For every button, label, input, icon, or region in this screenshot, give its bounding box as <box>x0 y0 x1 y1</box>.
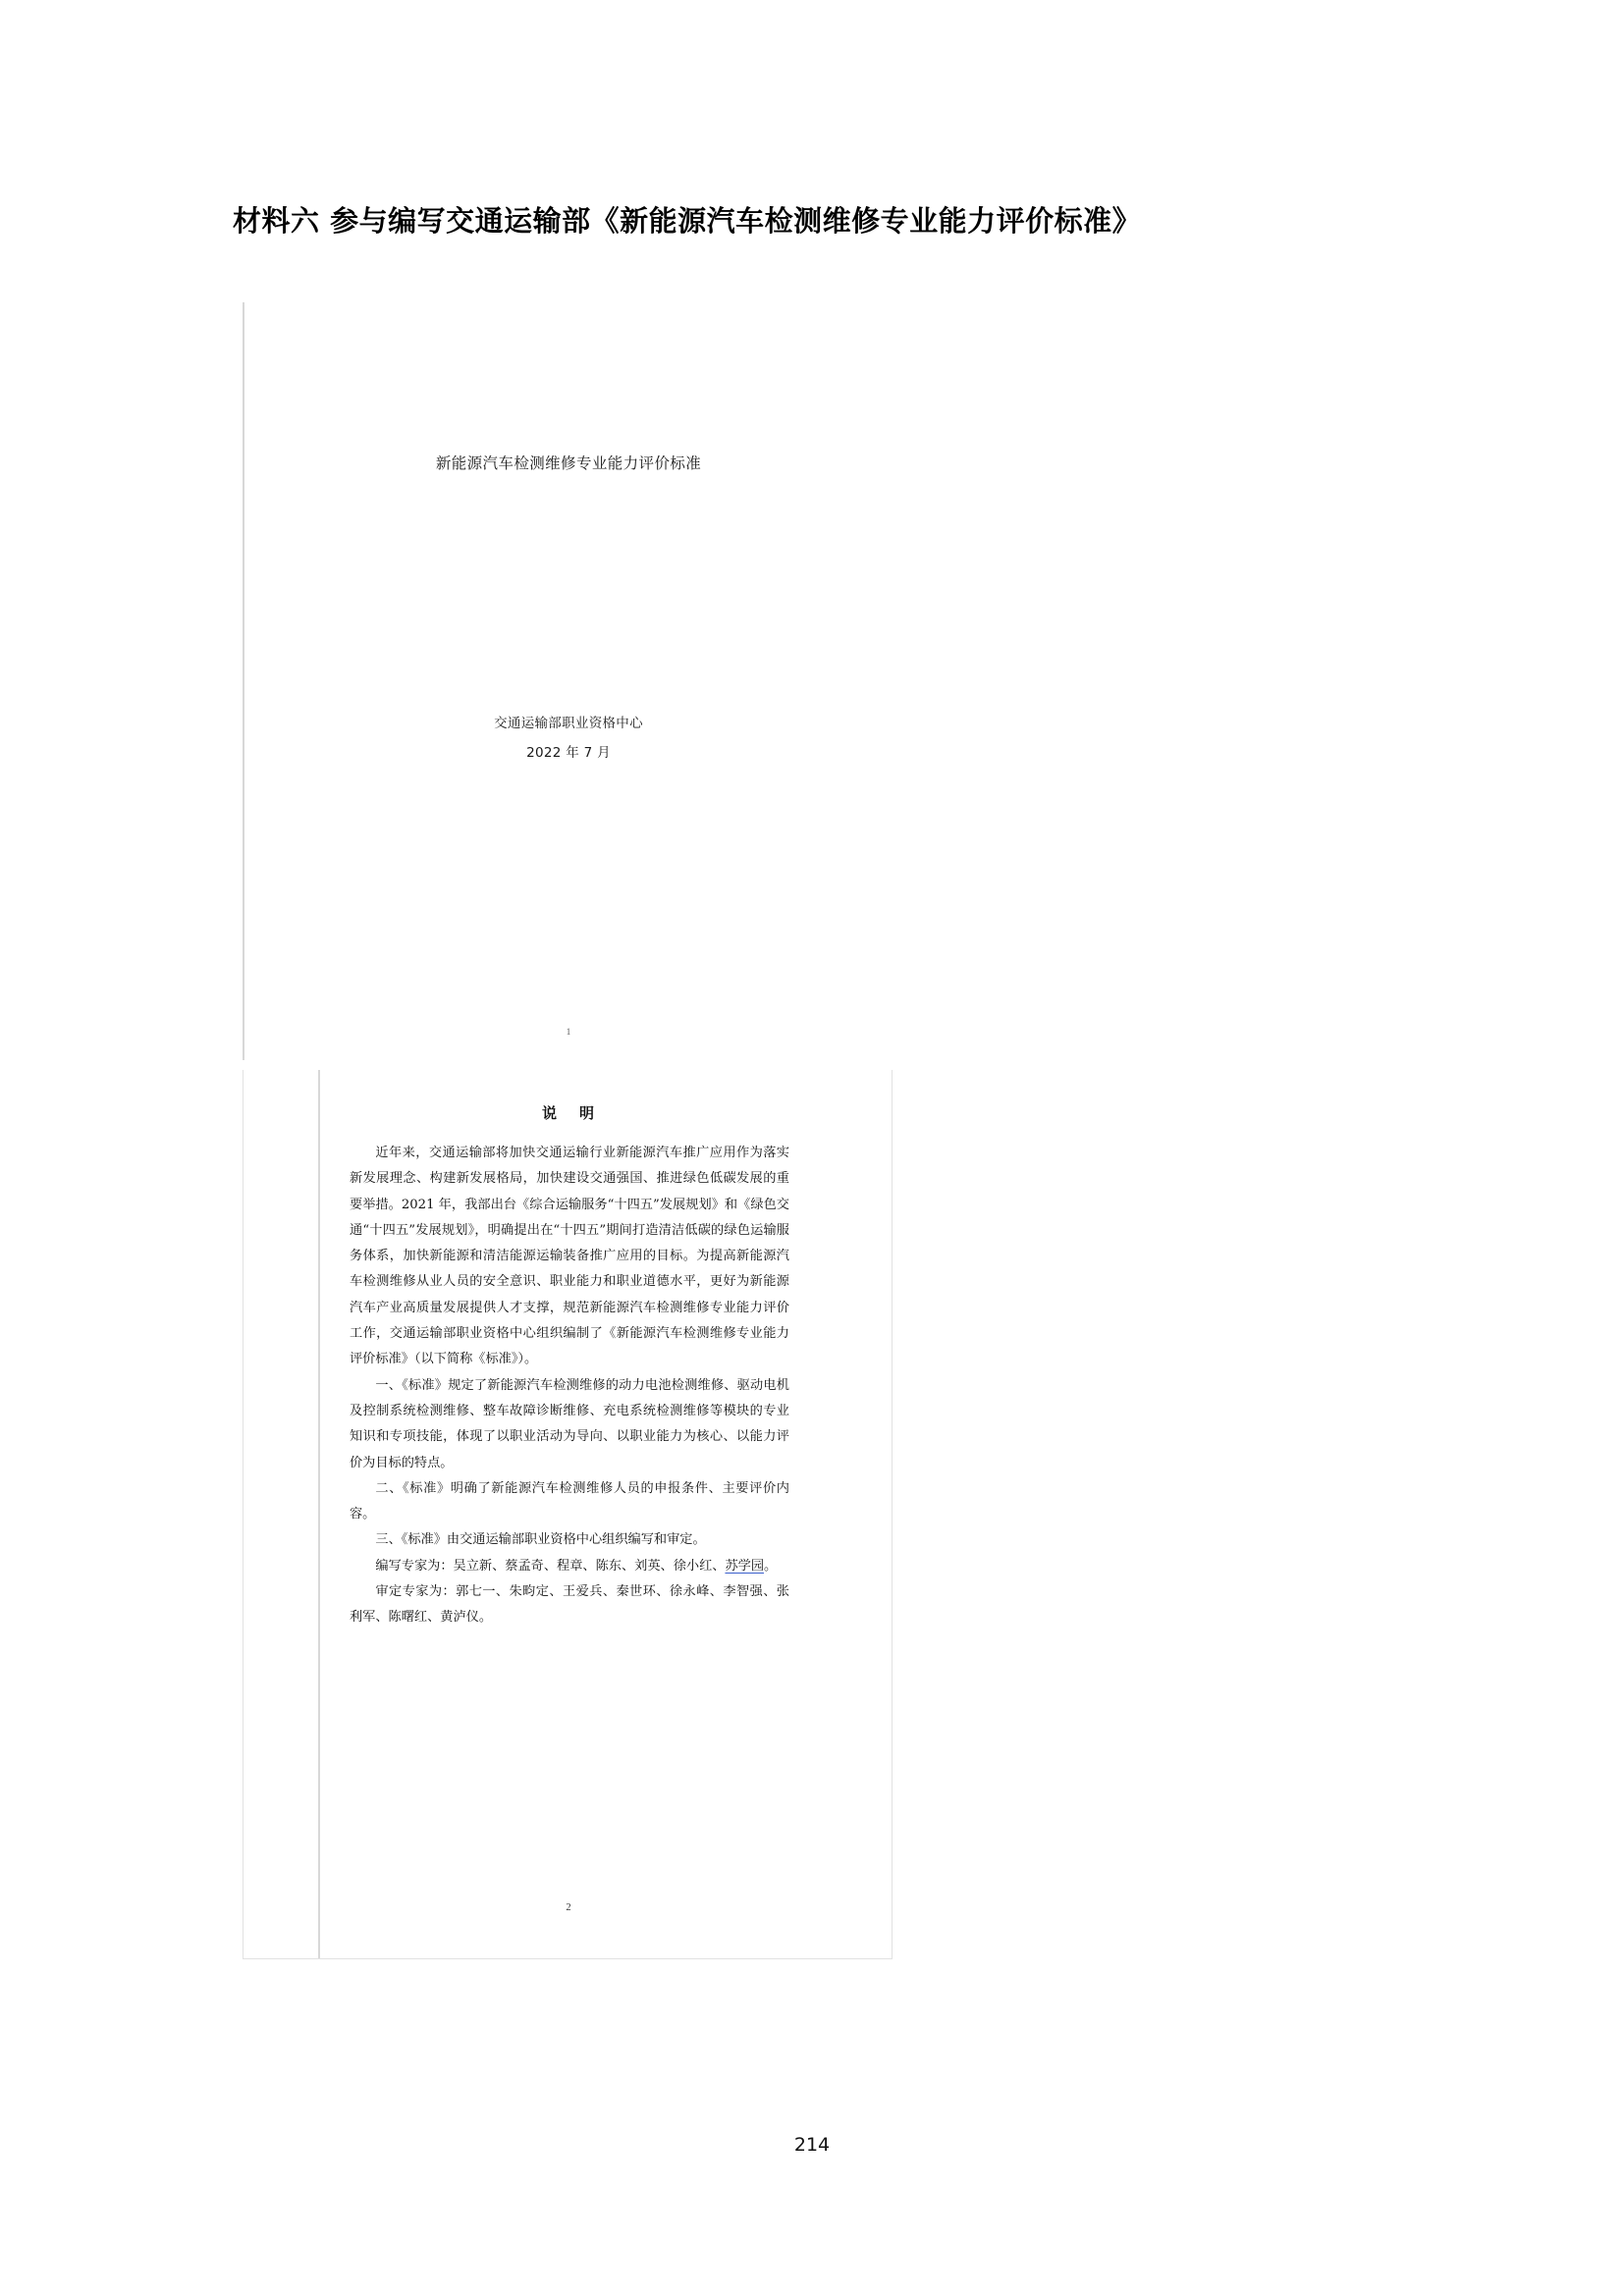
embedded-document-cover-image <box>243 302 893 1060</box>
note-reviewers-paragraph: 审定专家为：郭七一、朱畇定、王爱兵、秦世环、徐永峰、李智强、张利军、陈曙红、黄泸仪。 <box>350 1584 789 1626</box>
note-heading <box>320 1102 817 1123</box>
note-paragraph: 三、《标准》由交通运输部职业资格中心组织编写和审定。 <box>375 1532 706 1548</box>
authors-prefix: 编写专家为：吴立新、蔡孟奇、程章、陈东、刘英、徐小红、 <box>375 1558 726 1574</box>
note-page-inner <box>318 1070 817 1958</box>
cover-issuing-organization: 交通运输部职业资格中心 <box>494 716 643 731</box>
cover-publication-date: 2022 年 7 月 <box>526 745 611 761</box>
note-page-number: 2 <box>566 1902 571 1913</box>
note-authors-paragraph <box>350 1554 789 1579</box>
note-body <box>350 1141 789 1631</box>
cover-document-title: 新能源汽车检测维修专业能力评价标准 <box>435 454 702 472</box>
note-heading-right: 明 <box>579 1104 596 1122</box>
footer-page-number: 214 <box>793 2134 831 2156</box>
note-paragraph: 二、《标准》明确了新能源汽车检测维修人员的申报条件、主要评价内容。 <box>350 1480 789 1522</box>
authors-underlined-name: 苏学园 <box>725 1558 765 1574</box>
page-title: 材料六 参与编写交通运输部《新能源汽车检测维修专业能力评价标准》 <box>233 204 1142 238</box>
authors-suffix: 。 <box>764 1558 778 1574</box>
embedded-document-note-image <box>243 1070 893 1959</box>
note-heading-left: 说 <box>541 1104 558 1122</box>
note-paragraph: 近年来，交通运输部将加快交通运输行业新能源汽车推广应用作为落实新发展理念、构建新发展格局，加快建设交通强国、推进绿色低碳发展的重要举措。2021 年，我部出台《综合运输服务“十四五”发展规划》和《绿色交通“十四五”发展规划》，明确提出在“十四五”期间打造清洁低碳的绿色运输服务体系，加快新能源和清洁能源运输装备推广应用的目标。为提高新能源汽车检测维修从业人员的安全意识、职业能力和职业道德水平，更好为新能源汽车产业高质量发展提供人才支撑，规范新能源汽车检测维修专业能力评价工作，交通运输部职业资格中心组织编制了《新能源汽车检测维修专业能力评价标准》（以下简称《标准》）。 <box>350 1146 789 1367</box>
note-paragraph: 一、《标准》规定了新能源汽车检测维修的动力电池检测维修、驱动电机及控制系统检测维修、整车故障诊断维修、充电系统检测维修等模块的专业知识和专项技能，体现了以职业活动为导向、以职业能力为核心、以能力评价为目标的特点。 <box>350 1377 789 1470</box>
cover-page-number: 1 <box>566 1027 571 1037</box>
